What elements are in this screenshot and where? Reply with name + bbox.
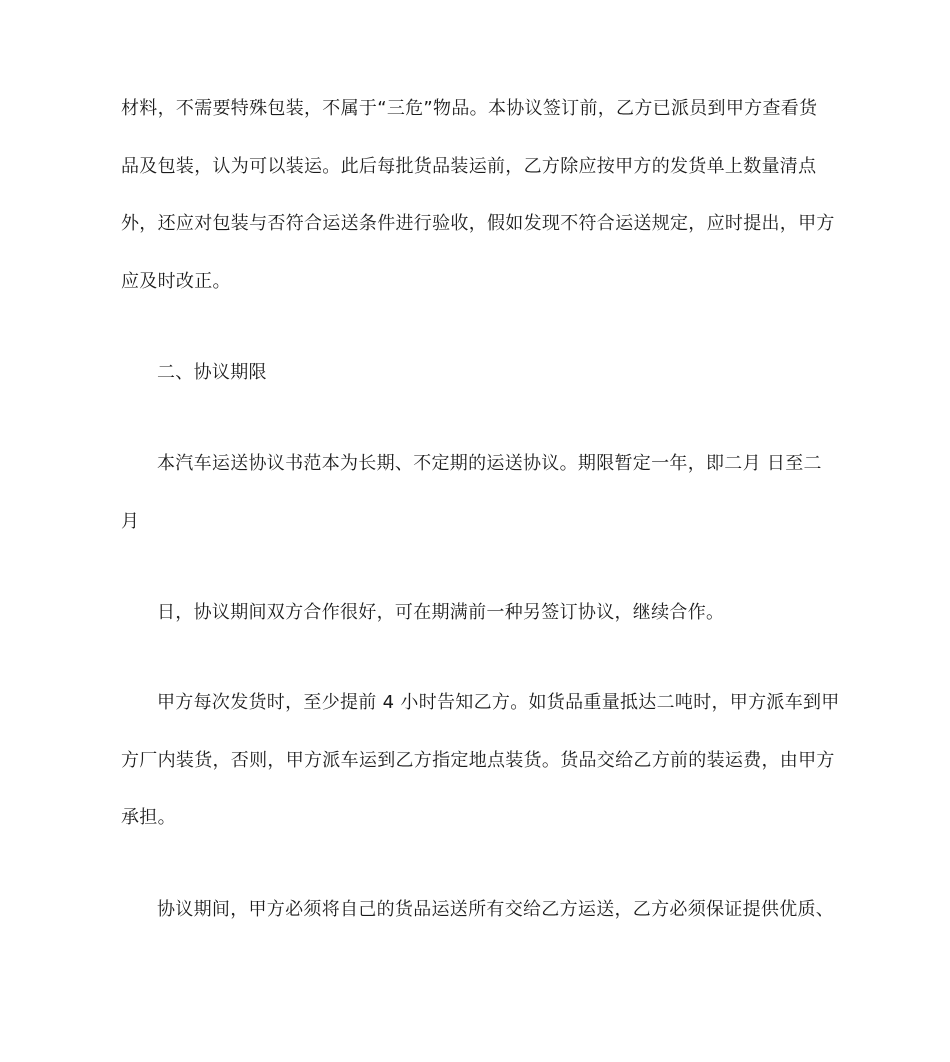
paragraph-line: 日，协议期间双方合作很好，可在期满前一种另签订协议，继续合作。	[157, 602, 725, 623]
paragraph-line: 材料，不需要特殊包装，不属于“三危”物品。本协议签订前，乙方已派员到甲方查看货	[121, 98, 818, 119]
paragraph-line: 承担。	[121, 807, 176, 828]
paragraph-line: 甲方每次发货时，至少提前 4 小时告知乙方。如货品重量抵达二吨时，甲方派车到甲	[157, 692, 840, 713]
section-heading: 二、协议期限	[157, 362, 267, 383]
paragraph-line: 应及时改正。	[121, 271, 231, 292]
paragraph-line: 方厂内装货，否则，甲方派车运到乙方指定地点装货。货品交给乙方前的装运费，由甲方	[121, 750, 835, 771]
paragraph-line: 外，还应对包装与否符合运送条件进行验收，假如发现不符合运送规定，应时提出，甲方	[121, 213, 835, 234]
paragraph-line: 本汽车运送协议书范本为长期、不定期的运送协议。期限暂定一年，即二月 日至二	[157, 453, 822, 474]
paragraph-line: 品及包装，认为可以装运。此后每批货品装运前，乙方除应按甲方的发货单上数量清点	[121, 156, 817, 177]
paragraph-line: 协议期间，甲方必须将自己的货品运送所有交给乙方运送，乙方必须保证提供优质、	[157, 899, 835, 920]
paragraph-line: 月	[121, 511, 140, 532]
